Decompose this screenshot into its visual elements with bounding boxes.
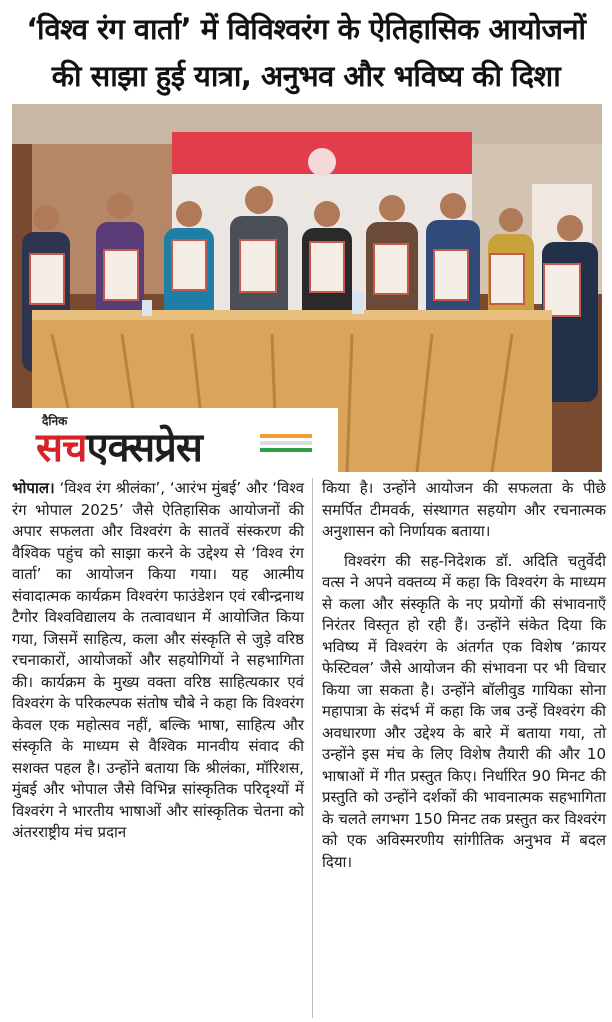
newspaper-masthead <box>12 408 338 474</box>
article-column-left <box>12 478 304 844</box>
masthead-daily-label: दैनिक <box>42 414 68 428</box>
article-text-left: ‘विश्व रंग श्रीलंका’, ‘आरंभ मुंबई’ और ‘विश्व रंग भोपाल 2025’ जैसे ऐतिहासिक आयोजनों की अपार सफलता और विश्वरंग के सातवें संस्करण की वैश्विक पहुंच को साझा करने के उद्देश्य से ‘विश्व रंग वार्ता’ का आयोजन किया गया। यह आत्मीय संवादात्मक कार्यक्रम विश्वरंग फाउंडेशन एवं रबीन्द्रनाथ टैगोर विश्वविद्यालय के तत्वावधान में आयोजित किया गया, जिसमें साहित्य, कला और संस्कृति से जुड़े वरिष्ठ रचनाकारों, आयोजकों और सहयोगियों ने सहभागिता की। कार्यक्रम के मुख्य वक्ता वरिष्ठ साहित्यकार एवं विश्वरंग के परिकल्पक संतोष चौबे ने कहा कि विश्वरंग केवल एक महोत्सव नहीं, बल्कि भाषा, साहित्य और संस्कृति के माध्यम से वैश्विक मानवीय संवाद की सशक्त पहल है। उन्होंने बताया कि श्रीलंका, मॉरिशस, मुंबई और भोपाल जैसे विभिन्न सांस्कृतिक परिदृश्यों में विश्वरंग ने भारतीय भाषाओं और सांस्कृतिक चेतना को अंतरराष्ट्रीय मंच प्रदान <box>12 479 304 841</box>
masthead-title <box>36 424 202 472</box>
dateline: भोपाल। <box>12 479 55 497</box>
article-paragraph <box>12 478 304 844</box>
headline-line-2: की साझा हुई यात्रा, अनुभव और भविष्य की दिशा <box>51 59 561 93</box>
masthead-title-red: सच <box>36 425 87 471</box>
article-paragraph: विश्वरंग की सह-निदेशक डॉ. अदिति चतुर्वेदी वत्स ने अपने वक्तव्य में कहा कि विश्वरंग के माध्यम से कला और संस्कृति के नए प्रयोगों की संभावनाएँ निरंतर विस्तृत हो रही हैं। उन्होंने संकेत दिया कि भविष्य में विश्वरंग के अंतर्गत एक विशेष ‘क्रायर फेस्टिवल’ जैसे आयोजन की संभावना पर भी विचार किया जा सकता है। उन्होंने बॉलीवुड गायिका सोना महापात्रा के संदर्भ में कहा कि जब उन्हें विश्वरंग की अवधारणा और उद्देश्य के बारे में बताया गया, तो उन्होंने इस मंच के लिए विशेष तैयारी की और 10 भाषाओं में गीत प्रस्तुत किए। निर्धारित 90 मिनट की प्रस्तुति को उन्होंने दर्शकों की भावनात्मक सहभागिता के चलते लगभग 150 मिनट तक प्रस्तुत कर विश्वरंग को एक अविस्मरणीय सांगीतिक अनुभव में बदल दिया। <box>322 551 606 871</box>
stripe-white <box>260 441 312 445</box>
article-column-right <box>322 478 606 873</box>
stripe-green <box>260 448 312 452</box>
headline-line-1: ‘विश्व रंग वार्ता’ में विविश्वरंग के ऐतिहासिक आयोजनों <box>26 12 586 46</box>
column-divider <box>312 478 313 1018</box>
headline <box>8 6 604 100</box>
masthead-title-black: एक्सप्रेस <box>86 425 202 471</box>
flag-stripes-icon <box>260 434 312 458</box>
stripe-saffron <box>260 434 312 438</box>
article-paragraph-continued: किया है। उन्होंने आयोजन की सफलता के पीछे समर्पित टीमवर्क, संस्थागत सहयोग और रचनात्मक अनुशासन को निर्णायक बताया। <box>322 479 606 540</box>
